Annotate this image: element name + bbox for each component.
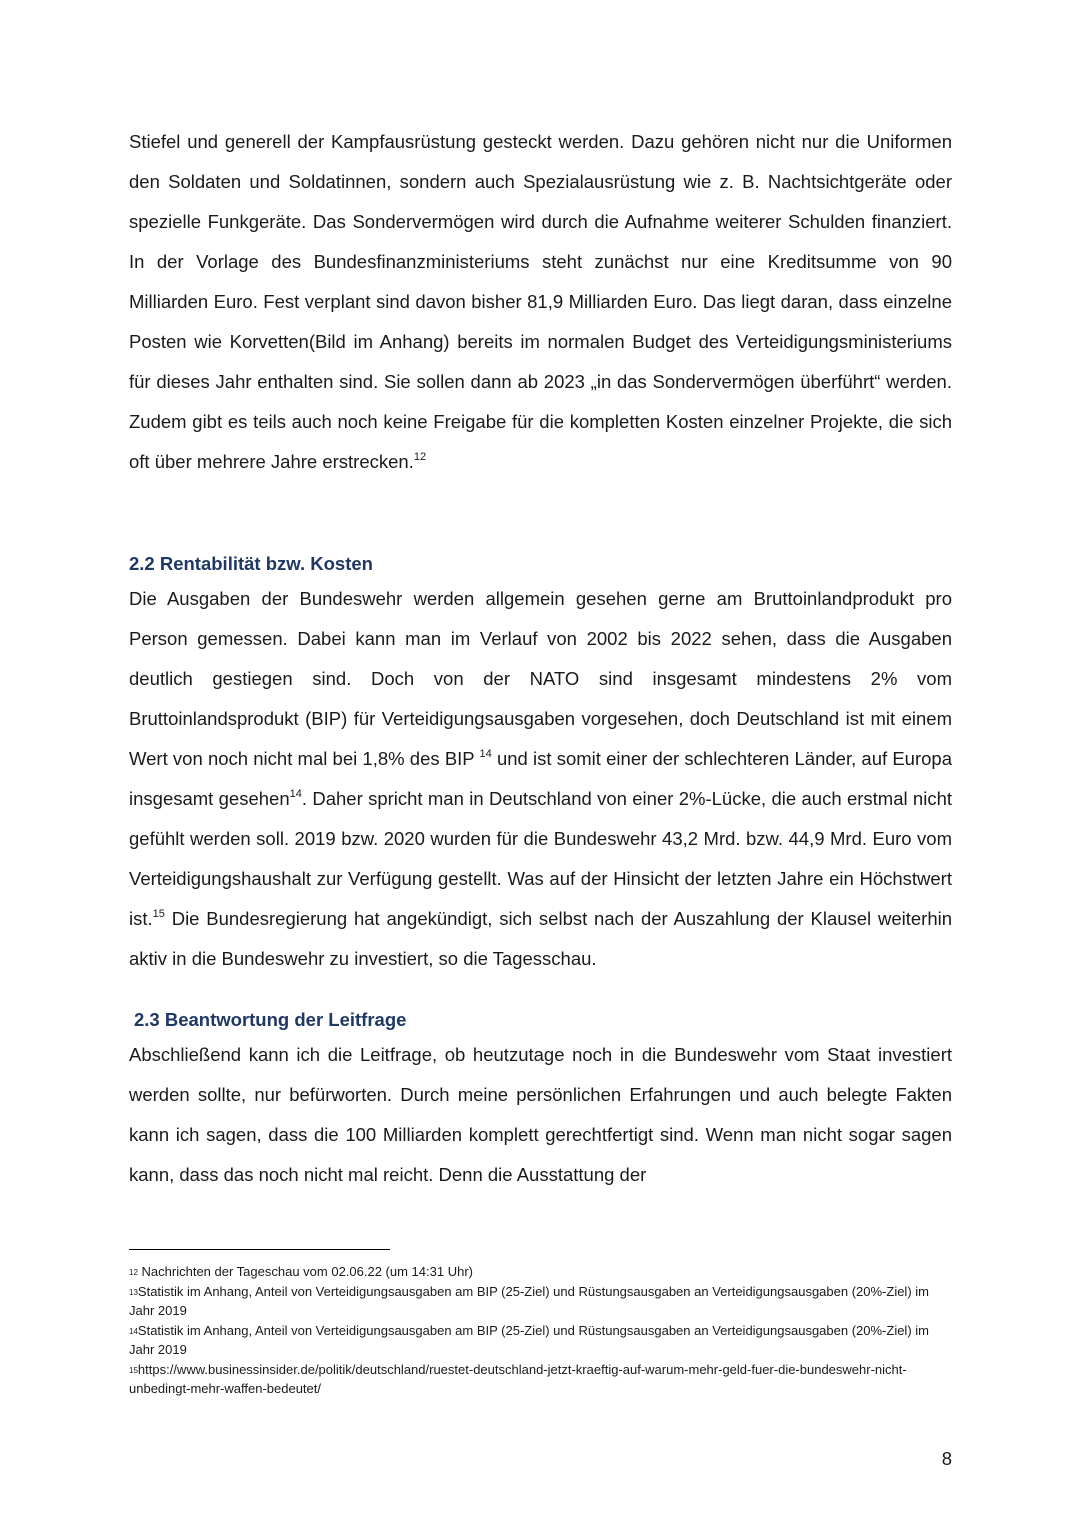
footnote-link[interactable]: https://www.businessinsider.de/politik/deutschland/ruestet-deutschland-jetzt-kraeftig-auf-warum-mehr-geld-fuer-die-bundeswehr-nicht-unbedingt-mehr-waffen-bedeutet/: [129, 1361, 907, 1396]
footnote-mark: 13: [129, 1287, 138, 1297]
footnote-divider: [129, 1249, 390, 1250]
paragraph-intro-text: Stiefel und generell der Kampfausrüstung gesteckt werden. Dazu gehören nicht nur die Uniformen den Soldaten und Soldatinnen, sondern auch Spezialausrüstung wie z. B. Nachtsichtgeräte oder spezielle Funkgeräte. Das Sondervermögen wird durch die Aufnahme weiterer Schulden finanziert. In der Vorlage des Bundesfinanzministeriums steht zunächst nur eine Kreditsumme von 90 Milliarden Euro. Fest verplant sind davon bisher 81,9 Milliarden Euro. Das liegt daran, dass einzelne Posten wie Korvetten(Bild im Anhang) bereits im normalen Budget des Verteidigungsministeriums für dieses Jahr enthalten sind. Sie sollen dann ab 2023 „in das Sondervermögen überführt“ werden. Zudem gibt es teils auch noch keine Freigabe für die kompletten Kosten einzelner Projekte, die sich oft über mehrere Jahre erstrecken.: [129, 131, 952, 472]
footnote-ref-12: 12: [413, 450, 427, 463]
footnote-mark: 14: [129, 1326, 138, 1336]
page-number: 8: [941, 1448, 952, 1469]
section-heading-2-2: 2.2 Rentabilität bzw. Kosten: [129, 553, 373, 574]
footnotes: [129, 1262, 954, 1399]
section-2-2-text-part4: Die Bundesregierung hat angekündigt, sich selbst nach der Auszahlung der Klausel weiterhin aktiv in die Bundeswehr zu investiert, so die Tagesschau.: [129, 908, 953, 969]
section-2-2-text-part1: Die Ausgaben der Bundeswehr werden allgemein gesehen gerne am Bruttoinlandprodukt pro Person gemessen. Dabei kann man im Verlauf von 2002 bis 2022 sehen, dass die Ausgaben deutlich gestiegen sind. Doch von der NATO sind insgesamt mindestens 2% vom Bruttoinlandsprodukt (BIP) für Verteidigungsausgaben vorgesehen, doch Deutschland ist mit einem Wert von noch nicht mal bei 1,8% des BIP: [129, 588, 952, 769]
footnote-mark: 12: [129, 1268, 138, 1277]
footnote-mark: 15: [129, 1365, 138, 1375]
footnote-text: Statistik im Anhang, Anteil von Verteidigungsausgaben am BIP (25-Ziel) und Rüstungsausgaben an Verteidigungsausgaben (20%-Ziel) im Jahr 2019: [129, 1283, 929, 1318]
section-2-2-text-part3: . Daher spricht man in Deutschland von einer 2%-Lücke, die auch erstmal nicht gefühlt werden soll. 2019 bzw. 2020 wurden für die Bundeswehr 43,2 Mrd. bzw. 44,9 Mrd. Euro vom Verteidigungshaushalt zur Verfügung gestellt. Was auf der Hinsicht der letzten Jahre ein Höchstwert ist.: [129, 788, 952, 929]
footnote-ref-14a: 14: [479, 747, 492, 760]
paragraph-intro: [129, 122, 952, 482]
section-2-2-text-part2: und ist somit einer der schlechteren Länder, auf Europa insgesamt gesehen: [129, 748, 952, 809]
paragraph-section-2-2: [129, 579, 952, 979]
footnote-ref-15: 15: [152, 907, 165, 920]
footnote-text: Nachrichten der Tageschau vom 02.06.22 (um 14:31 Uhr): [141, 1264, 473, 1279]
footnote-14: [129, 1321, 954, 1360]
footnote-15: [129, 1360, 954, 1399]
footnote-12: [129, 1262, 954, 1282]
footnote-ref-14b: 14: [289, 787, 302, 800]
footnote-13: [129, 1282, 954, 1321]
paragraph-section-2-3: Abschließend kann ich die Leitfrage, ob heutzutage noch in die Bundeswehr vom Staat investiert werden sollte, nur befürworten. Durch meine persönlichen Erfahrungen und auch belegte Fakten kann ich sagen, dass die 100 Milliarden komplett gerechtfertigt sind. Wenn man nicht sogar sagen kann, dass das noch nicht mal reicht. Denn die Ausstattung der: [129, 1044, 952, 1185]
section-heading-2-3: 2.3 Beantwortung der Leitfrage: [134, 1009, 407, 1030]
footnote-text: Statistik im Anhang, Anteil von Verteidigungsausgaben am BIP (25-Ziel) und Rüstungsausgaben an Verteidigungsausgaben (20%-Ziel) im Jahr 2019: [129, 1322, 929, 1357]
